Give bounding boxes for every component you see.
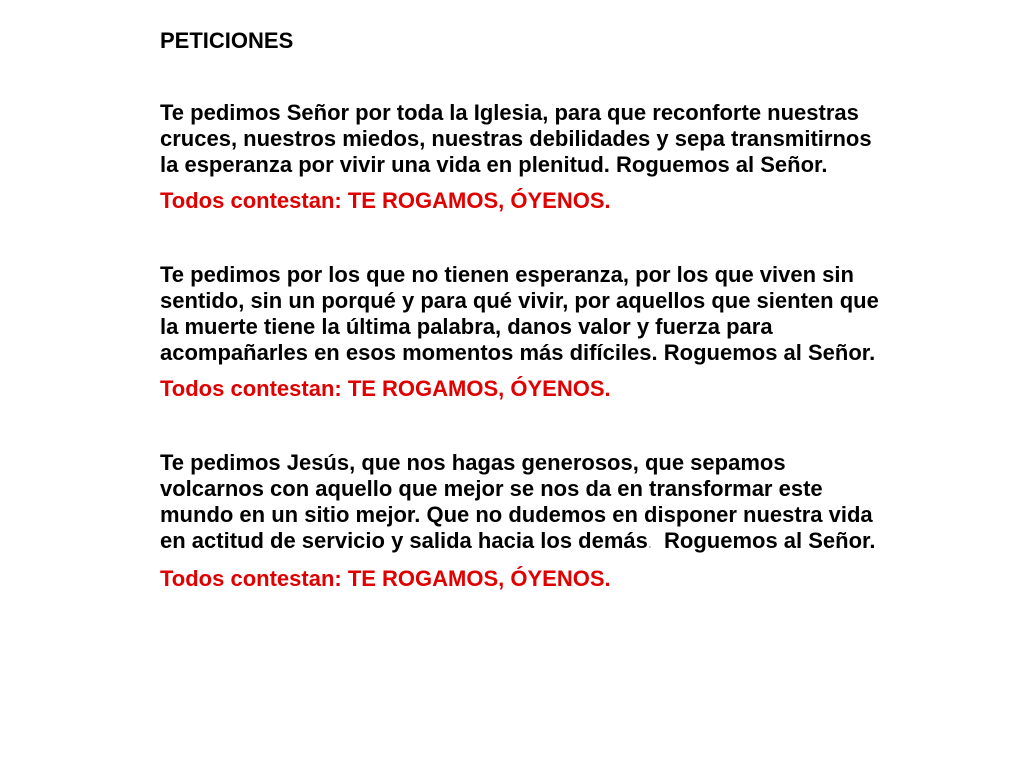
petition-text-dot: . — [647, 535, 652, 551]
petition-text-end: Roguemos al Señor. — [651, 528, 876, 553]
petition-text — [160, 450, 880, 556]
petition-text: Te pedimos por los que no tienen esperanza, por los que viven sin sentido, sin un porqué y para qué vivir, por aquellos que sienten que la muerte tiene la última palabra, danos valor y fuerza para acompañarles en esos momentos más difíciles. Roguemos al Señor. — [160, 262, 879, 365]
petition-text-main: Te pedimos Jesús, que nos hagas generosos, que sepamos volcarnos con aquello que mejor se nos da en transformar este mundo en un sitio mejor. Que no dudemos en disponer nuestra vida en actitud de servicio y salida hacia los demás — [160, 450, 873, 553]
page-title: PETICIONES — [160, 28, 294, 53]
petition-1 — [160, 100, 880, 214]
petition-response: Todos contestan: TE ROGAMOS, ÓYENOS. — [160, 188, 611, 213]
petition-3 — [160, 450, 880, 592]
petition-response: Todos contestan: TE ROGAMOS, ÓYENOS. — [160, 376, 611, 401]
petitions-document — [160, 28, 880, 592]
petition-text: Te pedimos Señor por toda la Iglesia, para que reconforte nuestras cruces, nuestros miedos, nuestras debilidades y sepa transmitirnos la esperanza por vivir una vida en plenitud. Roguemos al Señor. — [160, 100, 872, 177]
petition-response: Todos contestan: TE ROGAMOS, ÓYENOS. — [160, 566, 611, 591]
petition-2 — [160, 262, 880, 402]
